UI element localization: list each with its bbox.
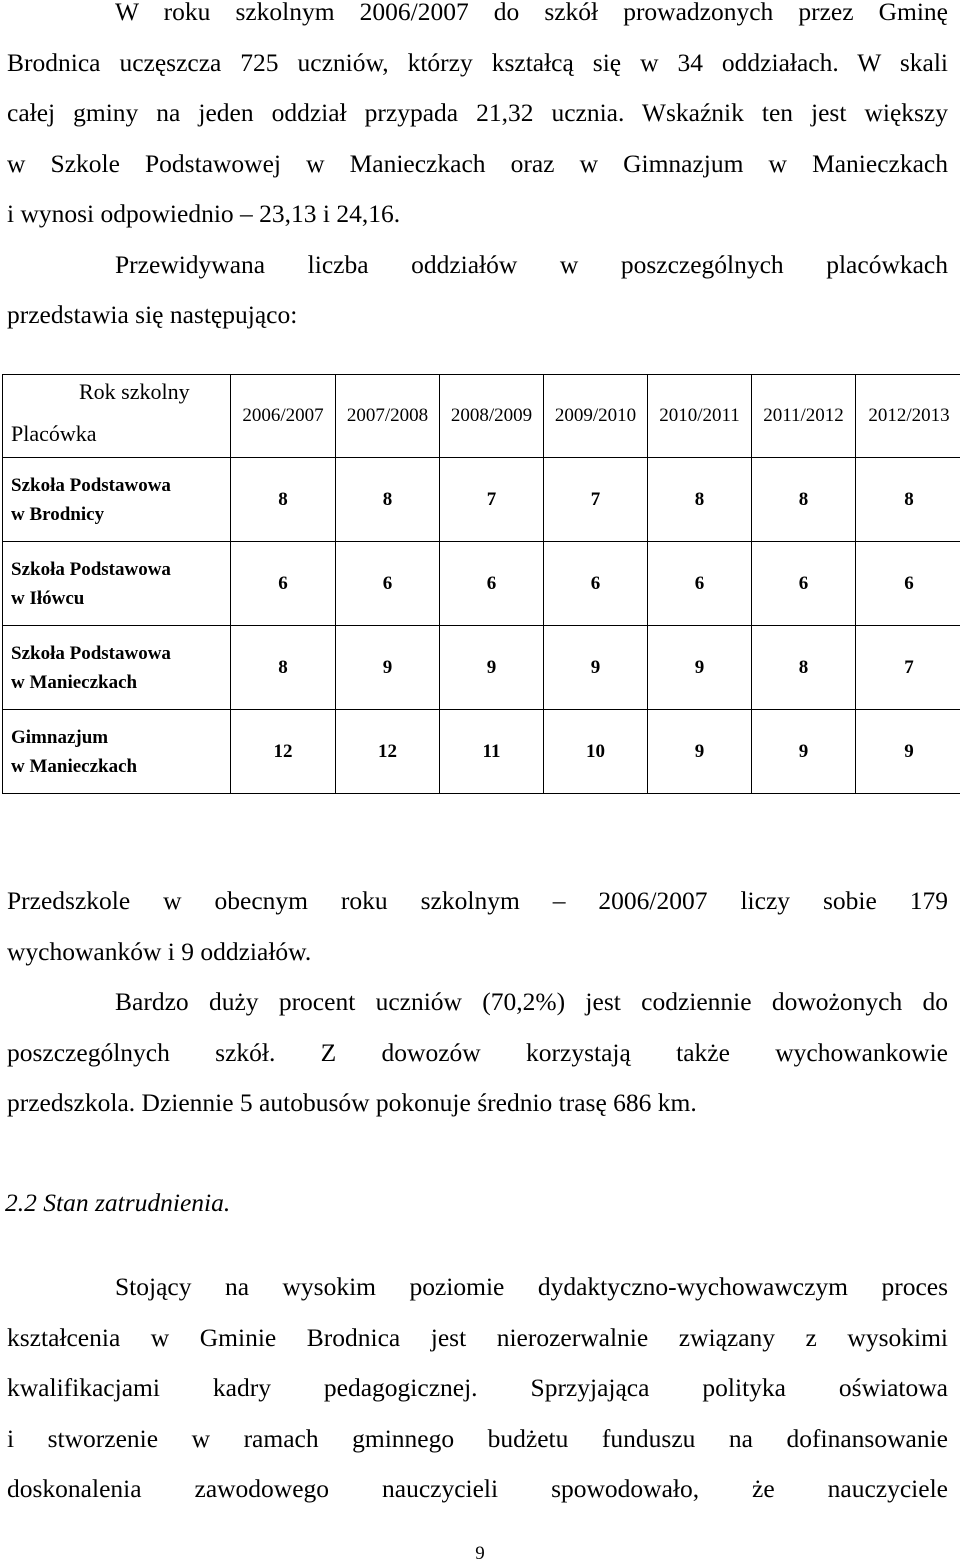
table-cell: 9 xyxy=(752,710,856,794)
table-cell: 6 xyxy=(440,542,544,626)
text-line: Brodnica uczęszcza 725 uczniów, którzy kształcą się w 34 oddziałach. W skali xyxy=(7,38,948,89)
institution-name xyxy=(3,458,231,542)
kindergarten-paragraph xyxy=(7,876,948,1129)
table-cell: 7 xyxy=(440,458,544,542)
text-line: Przewidywana liczba oddziałów w poszczególnych placówkach xyxy=(7,240,948,291)
table-row xyxy=(3,710,960,794)
institution-line: w Manieczkach xyxy=(11,668,230,697)
text-line: W roku szkolnym 2006/2007 do szkół prowadzonych przez Gminę xyxy=(7,0,948,38)
section-heading: 2.2 Stan zatrudnienia. xyxy=(5,1188,230,1218)
institution-name xyxy=(3,626,231,710)
text-line: w Szkole Podstawowej w Manieczkach oraz w Gimnazjum w Manieczkach xyxy=(7,139,948,190)
table-cell: 6 xyxy=(856,542,960,626)
institution-line: Szkoła Podstawowa xyxy=(11,555,230,584)
text-line: przedszkola. Dziennie 5 autobusów pokonuje średnio trasę 686 km. xyxy=(7,1078,948,1129)
table-cell: 12 xyxy=(231,710,336,794)
table-cell: 11 xyxy=(440,710,544,794)
table-cell: 8 xyxy=(856,458,960,542)
text-line: Stojący na wysokim poziomie dydaktyczno-wychowawczym proces xyxy=(7,1262,948,1313)
table-cell: 8 xyxy=(752,458,856,542)
table-cell: 7 xyxy=(856,626,960,710)
intro-paragraph xyxy=(7,0,948,341)
text-line: całej gminy na jeden oddział przypada 21,32 ucznia. Wskaźnik ten jest większy xyxy=(7,88,948,139)
institution-line: Gimnazjum xyxy=(11,723,230,752)
text-line: Bardzo duży procent uczniów (70,2%) jest codziennie dowożonych do xyxy=(7,977,948,1028)
year-header: 2007/2008 xyxy=(336,375,440,458)
table-cell: 12 xyxy=(336,710,440,794)
table-cell: 9 xyxy=(336,626,440,710)
table-row xyxy=(3,626,960,710)
institution-line: Szkoła Podstawowa xyxy=(11,639,230,668)
page-number: 9 xyxy=(0,1543,960,1565)
table-header-row xyxy=(3,375,960,458)
table-row xyxy=(3,542,960,626)
table-cell: 8 xyxy=(752,626,856,710)
text-line: przedstawia się następująco: xyxy=(7,290,948,341)
table-cell: 9 xyxy=(648,626,752,710)
table-cell: 9 xyxy=(544,626,648,710)
year-header: 2012/2013 xyxy=(856,375,960,458)
text-line: kwalifikacjami kadry pedagogicznej. Sprzyjająca polityka oświatowa xyxy=(7,1363,948,1414)
header-institution-label: Placówka xyxy=(11,421,97,447)
text-line: wychowanków i 9 oddziałów. xyxy=(7,927,948,978)
table-cell: 8 xyxy=(231,458,336,542)
table-cell: 6 xyxy=(231,542,336,626)
table-corner-header xyxy=(3,375,231,458)
year-header: 2009/2010 xyxy=(544,375,648,458)
staff-paragraph xyxy=(7,1262,948,1515)
institution-name xyxy=(3,710,231,794)
table-cell: 9 xyxy=(856,710,960,794)
table-cell: 6 xyxy=(544,542,648,626)
institution-line: w Manieczkach xyxy=(11,752,230,781)
text-line: Przedszkole w obecnym roku szkolnym – 2006/2007 liczy sobie 179 xyxy=(7,876,948,927)
text-line: i stworzenie w ramach gminnego budżetu funduszu na dofinansowanie xyxy=(7,1414,948,1465)
table-cell: 8 xyxy=(336,458,440,542)
year-header: 2008/2009 xyxy=(440,375,544,458)
table-cell: 8 xyxy=(231,626,336,710)
class-count-table xyxy=(2,374,960,794)
year-header: 2011/2012 xyxy=(752,375,856,458)
year-header: 2006/2007 xyxy=(231,375,336,458)
institution-name xyxy=(3,542,231,626)
table-cell: 10 xyxy=(544,710,648,794)
table-cell: 7 xyxy=(544,458,648,542)
table-cell: 6 xyxy=(648,542,752,626)
table-row xyxy=(3,458,960,542)
institution-line: w Brodnicy xyxy=(11,500,230,529)
table-cell: 9 xyxy=(440,626,544,710)
institution-line: w Iłówcu xyxy=(11,584,230,613)
year-header: 2010/2011 xyxy=(648,375,752,458)
header-school-year-label: Rok szkolny xyxy=(79,379,190,405)
table-cell: 9 xyxy=(648,710,752,794)
institution-line: Szkoła Podstawowa xyxy=(11,471,230,500)
text-line: kształcenia w Gminie Brodnica jest nierozerwalnie związany z wysokimi xyxy=(7,1313,948,1364)
text-line: poszczególnych szkół. Z dowozów korzystają także wychowankowie xyxy=(7,1028,948,1079)
text-line: i wynosi odpowiednio – 23,13 i 24,16. xyxy=(7,189,948,240)
text-line: doskonalenia zawodowego nauczycieli spowodowało, że nauczyciele xyxy=(7,1464,948,1515)
table-cell: 8 xyxy=(648,458,752,542)
table-cell: 6 xyxy=(752,542,856,626)
table-cell: 6 xyxy=(336,542,440,626)
